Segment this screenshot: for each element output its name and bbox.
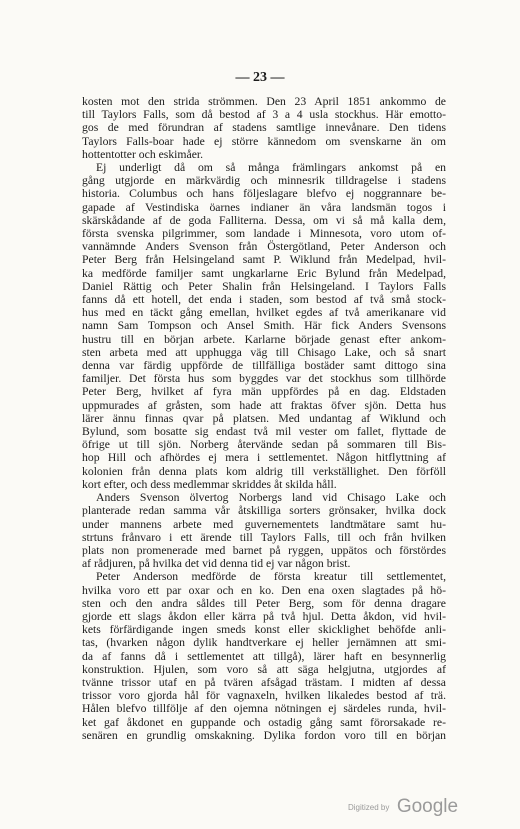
text-line: under mannens arbete med guvernementets landtmätare samt hu- xyxy=(82,517,446,531)
text-line: konstruktion. Hjulen, som voro så att säga helgjutna, utgjordes af xyxy=(82,662,446,676)
text-line: gång utgjorde en märkvärdig och minnesrik tilldragelse i stadens xyxy=(82,174,446,188)
text-line: gjorde ett slags åkdon eller kärra på två hjul. Detta åkdon, vid hvil- xyxy=(82,609,446,623)
page-number: — 23 — xyxy=(235,70,285,85)
text-line: sten och den andra såldes till Peter Berg, som för denna dragare xyxy=(82,596,446,610)
text-line: familjer. Det första hus som byggdes var det stockhus som tillhörde xyxy=(82,372,446,386)
text-line: Peter Berg, hvilket af fyra män uppfördes på en dag. Eldstaden xyxy=(82,385,446,399)
text-line: uppmurades af gråsten, som hade att fraktas öfver sjön. Detta hus xyxy=(82,398,446,412)
text-line: fanns då ett hotell, det enda i staden, som bestod af två små stock- xyxy=(82,293,446,307)
text-line: hus med en täckt gång emellan, hvilket egdes af två amerikanare vid xyxy=(82,306,446,320)
text-line: första svenska pilgrimmer, som landade i Minnesota, voro utom of- xyxy=(82,227,446,241)
text-line: hustru till en början arbete. Karlarne började genast efter ankom- xyxy=(82,332,446,346)
text-line: tvänne trissor utaf en på tvären afsågad trästam. I midten af dessa xyxy=(82,675,446,689)
text-line: hottentotter och eskimåer. xyxy=(82,147,204,161)
google-logo: Google xyxy=(396,796,459,817)
text-line: strtuns frånvaro i ett ärende till Taylors Falls, till och från hvilken xyxy=(82,530,446,544)
text-line: da af fanns då i settlementet att tillgå), lärer haft en besynnerlig xyxy=(82,649,446,663)
text-line: planterade redan samma vår åtskilliga sorters grönsaker, hvilka dock xyxy=(82,504,446,518)
text-line: skärskådande af de goda Falliterna. Dessa, om vi så må kalla dem, xyxy=(82,213,446,227)
text-line: kolonien från denna plats kom aldrig till verkställighet. Den förföll xyxy=(82,464,446,478)
body-text xyxy=(82,95,446,742)
text-line: lärer ännu finnas qvar på platsen. Med undantag af Wiklund och xyxy=(82,411,446,425)
text-line: ket gaf åkdonet en guppande och ostadig gång samt förorsakade re- xyxy=(82,715,446,729)
text-line: af rådjuren, på hvilka det vid denna tid ej var någon brist. xyxy=(82,557,351,571)
text-line: vannämnde Anders Svenson från Östergötland, Peter Anderson och xyxy=(82,240,446,254)
text-line: Peter Anderson medförde de första kreatur till settlementet, xyxy=(96,570,446,584)
text-line: Bylund, som bosatte sig endast två mil vester om fallet, flyttade de xyxy=(82,425,446,439)
text-line: hvilka voro ett par oxar och en ko. Den ena oxen slagtades på hö- xyxy=(82,583,446,597)
text-line: sten arbeta med att upphugga väg till Chisago Lake, och så snart xyxy=(82,345,446,359)
text-line: Daniel Rättig och Peter Shalin från Helsingeland. I Taylors Falls xyxy=(82,279,446,293)
text-line: Ej underligt då om så många främlingars ankomst på en xyxy=(96,161,446,175)
watermark-prefix: Digitized by xyxy=(348,802,390,812)
text-line: historia. Columbus och hans följeslagare blefvo ej noggrannare be- xyxy=(82,187,446,201)
text-line: gos de med förundran af stadens samtlige innevånare. Den tidens xyxy=(82,121,446,135)
text-line: till Taylors Falls, som då bestod af 3 a 4 usla stockhus. Här emotto- xyxy=(82,108,446,122)
text-line: namn Sam Tompson och Ansel Smith. Här fick Anders Svensons xyxy=(82,319,446,333)
text-line: kosten mot den strida strömmen. Den 23 April 1851 ankommo de xyxy=(82,95,446,108)
text-line: gapade af Vestindiska öarnes indianer än våra landsmän togos i xyxy=(82,200,446,214)
text-line: tas, (hvarken någon dylik handtverkare ej heller jernämnen att smi- xyxy=(82,636,446,650)
text-line: Peter Berg från Helsingeland samt P. Wiklund från Medelpad, hvil- xyxy=(82,253,446,267)
text-line: Anders Svenson ölvertog Norbergs land vid Chisago Lake och xyxy=(96,491,446,505)
text-line: denna var färdig uppförde de tillfälliga bostäder samt dittogo sina xyxy=(82,359,446,373)
text-line: plats non promenerade med barnet på ryggen, uppätos och förstördes xyxy=(82,543,446,557)
text-line: trissor voro gjorda hål för vagnaxeln, hvilken likaledes bestod af trä. xyxy=(82,689,446,703)
text-line: Hålen blefvo tillfölje af den ojemna nötningen ej särdeles runda, hvil- xyxy=(82,702,446,716)
text-line: kets förfärdigande ingen smeds konst eller skicklighet behöfde anli- xyxy=(82,623,446,637)
text-line: Taylors Falls-boar hade ej större kännedom om svenskarne än om xyxy=(82,134,446,148)
digitized-watermark xyxy=(348,796,458,818)
text-line: ka medförde familjer samt ungkarlarne Eric Bylund från Medelpad, xyxy=(82,266,446,280)
text-line: hop Hill och afhördes ej mera i settlementet. Någon hitflyttning af xyxy=(82,451,446,465)
text-line: kort efter, och dess medlemmar skriddes åt skilda håll. xyxy=(82,477,337,491)
text-line: öfrige ut till sjön. Norberg återvände sedan på sommaren till Bis- xyxy=(82,438,446,452)
text-line: senären en grundlig omskakning. Dylika fordon voro till en början xyxy=(82,728,446,742)
